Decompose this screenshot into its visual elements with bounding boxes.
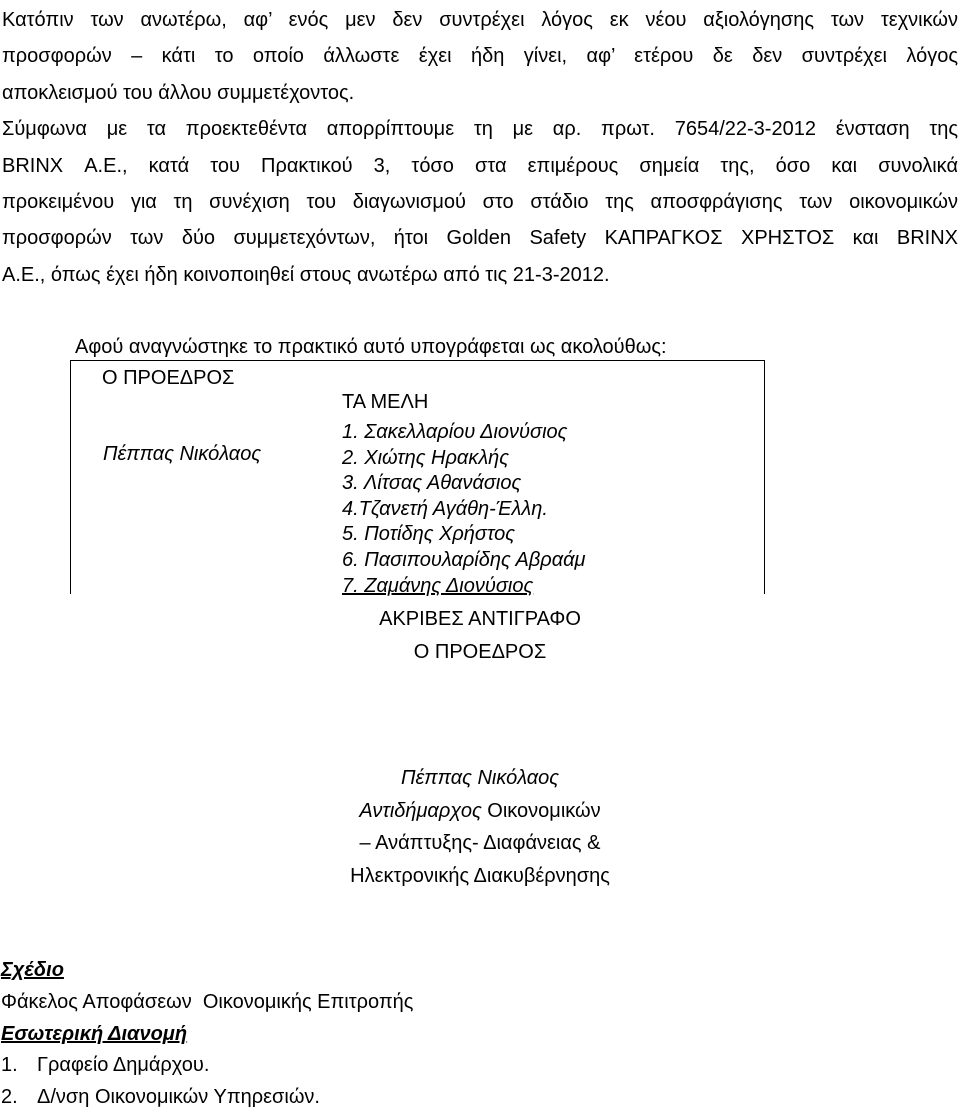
- certified-copy-block: [280, 603, 680, 668]
- distribution-label: Εσωτερική Διανομή: [1, 1023, 188, 1045]
- certifier-position-line3: Ηλεκτρονικής Διακυβέρνησης: [350, 864, 610, 887]
- body-line: Α.Ε., όπως έχει ήδη κοινοποιηθεί στους ανωτέρω από τις 21-3-2012.: [2, 263, 610, 286]
- member-item: 5. Ποτίδης Χρήστος: [342, 523, 515, 546]
- members-list: [342, 420, 586, 599]
- member-item: 1. Σακελλαρίου Διονύσιος: [342, 421, 568, 443]
- body-line: Κατόπιν των ανωτέρω, αφ’ ενός μεν δεν συντρέχει λόγος εκ νέου αξιολόγησης των τεχνικών: [2, 9, 958, 31]
- body-line: προσφορών των δύο συμμετεχόντων, ήτοι Golden Safety ΚΑΠΡΑΓΚΟΣ ΧΡΗΣΤΟΣ και BRINX: [2, 227, 958, 250]
- distribution-item-text: Γραφείο Δημάρχου.: [37, 1054, 210, 1076]
- folder-text: Φάκελος Αποφάσεων Οικονομικής Επιτροπής: [1, 991, 414, 1013]
- certifier-position-italic: Αντιδήμαρχος: [359, 799, 482, 822]
- certified-copy-role: Ο ΠΡΟΕΔΡΟΣ: [413, 640, 547, 663]
- certifier-position-rest: Οικονομικών: [487, 799, 601, 822]
- draft-label: Σχέδιο: [1, 959, 64, 981]
- distribution-item-num: 2.: [1, 1086, 18, 1108]
- member-item: 2. Χιώτης Ηρακλής: [342, 446, 510, 469]
- member-item: 6. Πασιπουλαρίδης Αβραάμ: [342, 548, 586, 571]
- president-name: Πέππας Νικόλαος: [103, 443, 262, 465]
- body-line: BRINX Α.Ε., κατά του Πρακτικού 3, τόσο στα επιμέρους σημεία της, όσο και συνολικά: [2, 154, 958, 177]
- certifier-position-line2: – Ανάπτυξης- Διαφάνειας &: [359, 832, 601, 854]
- body-paragraph: [2, 2, 958, 293]
- body-line: Σύμφωνα με τα προεκτεθέντα απορρίπτουμε τη με αρ. πρωτ. 7654/22-3-2012 ένσταση της: [2, 118, 958, 141]
- distribution-item-text: Δ/νση Οικονομικών Υπηρεσιών.: [37, 1086, 320, 1108]
- member-item: 7. Ζαμάνης Διονύσιος: [342, 574, 534, 597]
- body-line: αποκλεισμού του άλλου συμμετέχοντος.: [2, 81, 355, 104]
- body-line: προκειμένου για τη συνέχιση του διαγωνισμού στο στάδιο της αποσφράγισης των οικονομικών: [2, 191, 958, 214]
- members-heading: ΤΑ ΜΕΛΗ: [342, 391, 429, 413]
- certifier-name: Πέππας Νικόλαος: [400, 767, 560, 789]
- president-heading: Ο ΠΡΟΕΔΡΟΣ: [102, 367, 235, 389]
- member-item: 4.Τζανετή Αγάθη-Έλλη.: [342, 497, 548, 520]
- signature-intro: Αφού αναγνώστηκε το πρακτικό αυτό υπογράφεται ως ακολούθως:: [75, 336, 667, 358]
- body-line: προσφορών – κάτι το οποίο άλλωστε έχει ήδη γίνει, αφ’ ετέρου δε δεν συντρέχει λόγος: [2, 45, 958, 68]
- distribution-item-num: 1.: [1, 1054, 18, 1076]
- certifier-block: [280, 762, 680, 892]
- certifier-position: [280, 795, 680, 828]
- member-item: 3. Λίτσας Αθανάσιος: [342, 472, 522, 495]
- certified-copy-title: ΑΚΡΙΒΕΣ ΑΝΤΙΓΡΑΦΟ: [379, 608, 581, 630]
